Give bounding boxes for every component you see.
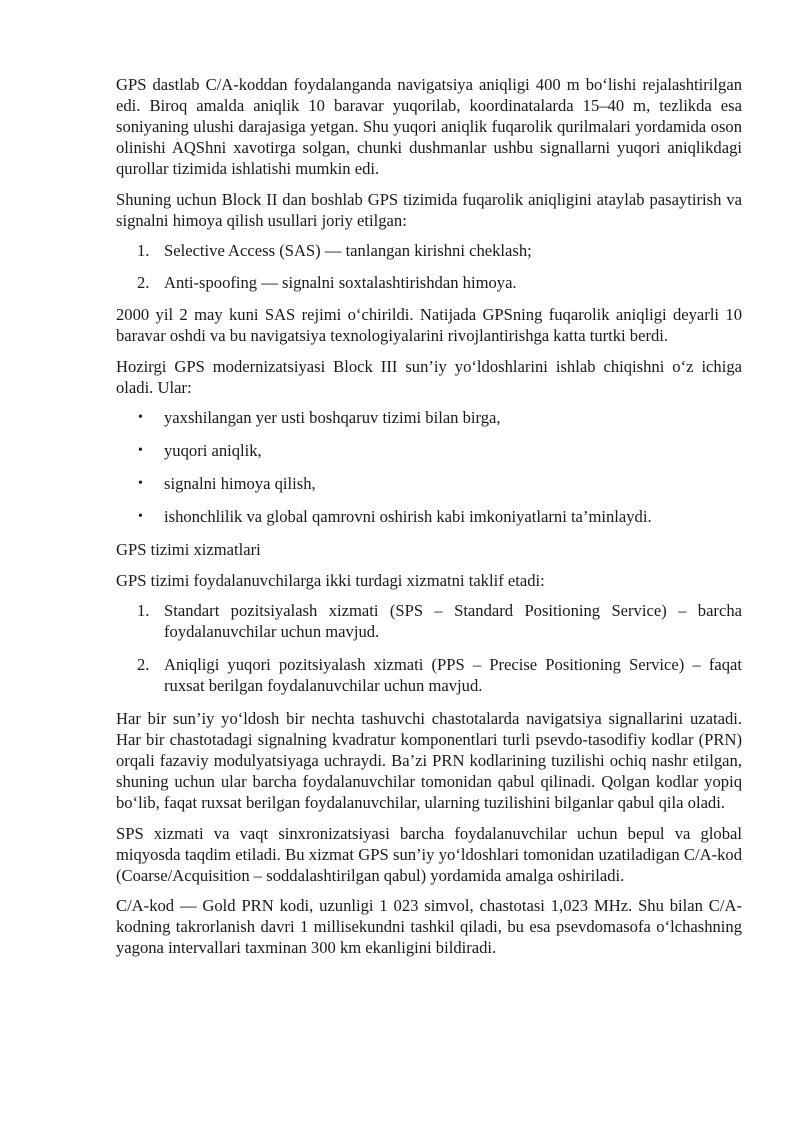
list-item-text: ishonchlilik va global qamrovni oshirish kabi imkoniyatlarni ta’minlaydi. (164, 507, 652, 526)
paragraph-sas-disabled: 2000 yil 2 may kuni SAS rejimi o‘chirildi. Natijada GPSning fuqarolik aniqligi deyarli 10 baravar oshdi va bu navigatsiya texnologiyalarini rivojlantirishga katta turtki berdi. (116, 305, 742, 345)
list-marker: 1. (137, 241, 150, 260)
list-item (116, 654, 742, 696)
list-item-text: yaxshilangan yer usti boshqaruv tizimi bilan birga, (164, 408, 501, 427)
list-item-text: yuqori aniqlik, (164, 441, 262, 460)
list-marker: 1. (137, 601, 150, 620)
list-item (116, 407, 742, 428)
document-page (116, 74, 742, 968)
list-item-text: Aniqligi yuqori pozitsiyalash xizmati (PPS – Precise Positioning Service) – faqat ruxsat berilgan foydalanuvchilar uchun mavjud. (164, 655, 742, 695)
bullet-icon: • (138, 476, 143, 491)
list-item (116, 600, 742, 642)
bullet-icon: • (138, 509, 143, 524)
bullet-icon: • (138, 443, 143, 458)
block-iii-features-list (116, 407, 742, 527)
list-marker: 2. (137, 655, 150, 674)
services-list (116, 600, 742, 696)
list-marker: 2. (137, 273, 150, 292)
paragraph-sps-service: SPS xizmati va vaqt sinxronizatsiyasi barcha foydalanuvchilar uchun bepul va global miqyosda taqdim etiladi. Bu xizmat GPS sun’iy yo‘ldoshlari tomonidan uzatiladigan C/A-kod (Coarse/Acquisition – soddalashtirilgan qabul) yordamida amalga oshiriladi. (116, 823, 742, 885)
list-item (116, 272, 742, 293)
paragraph-prn-codes: Har bir sun’iy yo‘ldosh bir nechta tashuvchi chastotalarda navigatsiya signallarini uzatadi. Har bir chastotadagi signalning kvadratur komponentlari turli psevdo-tasodifiy kodlar (PRN) orqali fazaviy modulyatsiyaga uchraydi. Ba’zi PRN kodlarining tuzilishi ochiq nashr etilgan, shuning uchun ular barcha foydalanuvchilar tomonidan qabul qilinadi. Qolgan kodlar yopiq bo‘lib, faqat ruxsat berilgan foydalanuvchilar, ularning tuzilishini bilganlar qabul qila oladi. (116, 709, 742, 812)
paragraph-block-ii-intro: Shuning uchun Block II dan boshlab GPS tizimida fuqarolik aniqligini ataylab pasaytirish va signalni himoya qilish usullari joriy etilgan: (116, 189, 742, 230)
list-item-text: Selective Access (SAS) — tanlangan kirishni cheklash; (164, 241, 532, 260)
protection-methods-list (116, 240, 742, 293)
section-heading: GPS tizimi xizmatlari (116, 540, 261, 559)
paragraph-accuracy-history: GPS dastlab C/A-koddan foydalanganda navigatsiya aniqligi 400 m bo‘lishi rejalashtirilgan edi. Biroq amalda aniqlik 10 baravar yuqorilab, koordinatalarda 15–40 m, tezlikda esa soniyaning ulushi darajasiga yetgan. Shu yuqori aniqlik fuqarolik qurilmalari yordamida oson olinishi AQShni xavotirga solgan, chunki dushmanlar ushbu signallarni yuqori aniqlikdagi qurollar tizimida ishlatishi mumkin edi. (116, 75, 742, 178)
list-item-text: Anti-spoofing — signalni soxtalashtirishdan himoya. (164, 273, 517, 292)
list-item-text: Standart pozitsiyalash xizmati (SPS – Standard Positioning Service) – barcha foydalanuvchilar uchun mavjud. (164, 601, 742, 641)
list-item (116, 506, 742, 527)
paragraph-ca-code: C/A-kod — Gold PRN kodi, uzunligi 1 023 simvol, chastotasi 1,023 MHz. Shu bilan C/A-kodning takrorlanish davri 1 millisekundni tashkil qiladi, bu esa psevdomasofa o‘lchashning yagona intervallari taxminan 300 km ekanligini bildiradi. (116, 896, 742, 957)
paragraph-services-intro: GPS tizimi foydalanuvchilarga ikki turdagi xizmatni taklif etadi: (116, 570, 545, 590)
paragraph-block-iii: Hozirgi GPS modernizatsiyasi Block III sun’iy yo‘ldoshlarini ishlab chiqishni o‘z ichiga oladi. Ular: (116, 356, 742, 397)
list-item (116, 473, 742, 494)
list-item (116, 440, 742, 461)
list-item (116, 240, 742, 261)
bullet-icon: • (138, 410, 143, 425)
list-item-text: signalni himoya qilish, (164, 474, 316, 493)
